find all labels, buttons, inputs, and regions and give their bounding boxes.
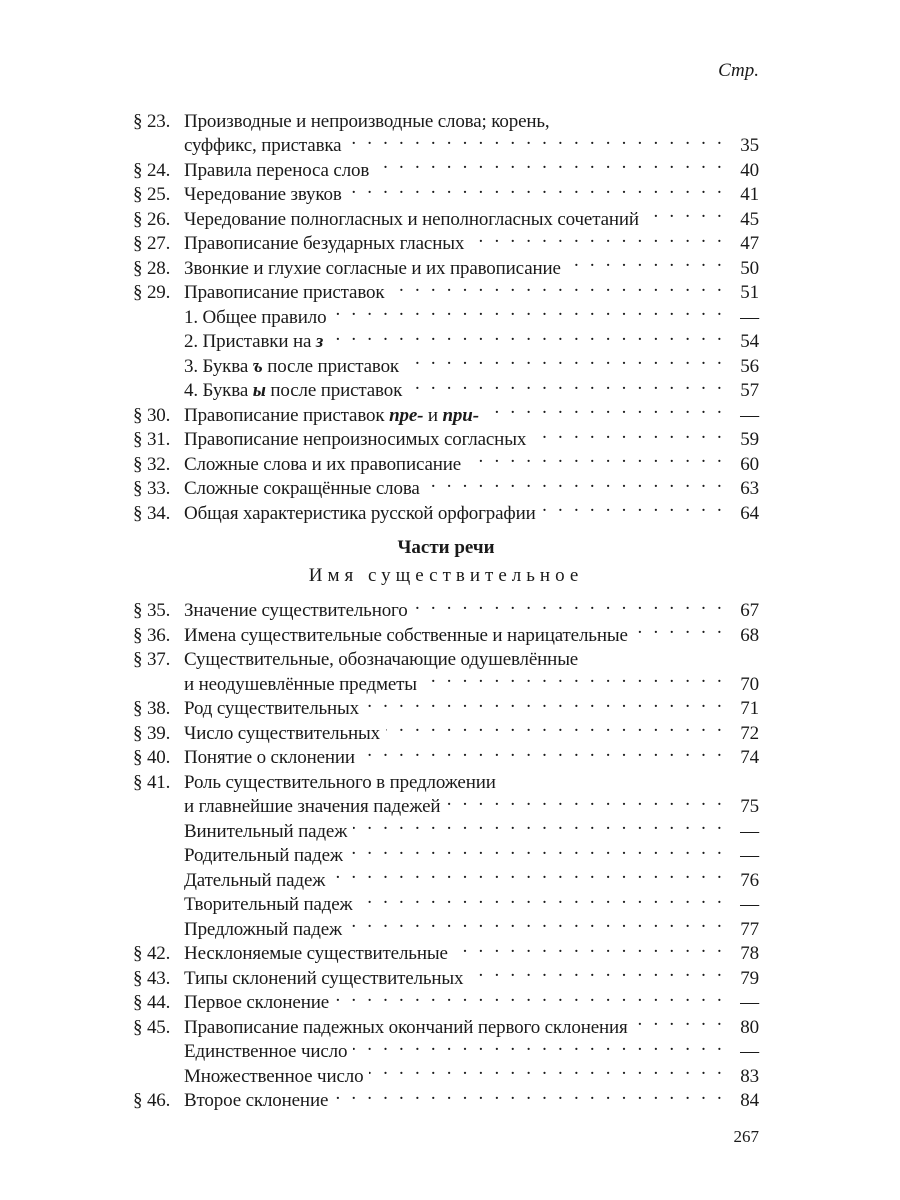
toc-entry-title-text: Значение существительного (184, 600, 408, 621)
toc-entry-title-text: Типы склонений существительных (184, 967, 464, 989)
dot-leader (556, 102, 726, 127)
toc-entry-page: 40 (740, 159, 759, 181)
toc-entry-title-text: Правописание приставок (184, 404, 390, 426)
toc-entry-title-text: после приставок (265, 380, 403, 401)
dot-leader (348, 176, 725, 201)
toc-entry-number: § 34. (133, 502, 171, 524)
toc-entry-number: § 40. (133, 747, 171, 768)
toc-entry (133, 1057, 759, 1087)
toc-entry-title-text: Правописание падежных окончаний первого склонения (184, 1016, 628, 1038)
dot-leader (470, 225, 725, 250)
toc-entry-title-text: Дательный падеж (184, 869, 326, 891)
toc-entry (133, 274, 759, 303)
toc-entry-title-text: Имена существительные собственные и нарицательные (184, 624, 628, 646)
toc-entry-page: 57 (740, 380, 759, 401)
dot-leader (390, 274, 725, 299)
dot-leader (365, 690, 725, 715)
dot-leader (542, 494, 725, 519)
toc-entry (133, 494, 759, 524)
toc-entry-page: 80 (740, 1016, 759, 1038)
dot-leader (532, 421, 725, 446)
toc-entry-page: 76 (740, 869, 759, 891)
toc-entry-page: 78 (740, 943, 759, 964)
toc-entry-title-text: Творительный падеж (184, 894, 353, 915)
toc-part-noun (133, 592, 759, 1111)
toc-entry-page: 70 (740, 673, 759, 695)
dot-leader (454, 935, 725, 960)
toc-entry-title-text: Производные и непроизводные слова; корень, (184, 110, 550, 132)
toc-entry (133, 249, 759, 279)
toc-entry (133, 445, 759, 475)
dot-leader (467, 445, 725, 470)
dot-leader (408, 372, 725, 397)
toc-entry-page: 50 (740, 257, 759, 279)
toc-entry-title-text: 3. Буква (184, 355, 253, 377)
toc-entry-page: — (740, 894, 759, 915)
toc-entry (133, 910, 759, 940)
toc-entry-title-text: Правописание безударных гласных (184, 233, 465, 254)
toc-entry-title-text: Звонкие и глухие согласные и их правописание (184, 257, 561, 279)
toc-entry-title-text: Роль существительного в предложении (184, 771, 496, 793)
dot-leader (369, 1057, 725, 1082)
dot-leader (405, 347, 725, 372)
toc-entry (133, 396, 759, 426)
toc-entry-page: 59 (740, 429, 759, 450)
toc-entry-page: 79 (740, 967, 759, 989)
toc-entry-number: § 31. (133, 429, 171, 450)
toc-entry-title-text: Правописание непроизносимых согласных (184, 429, 527, 450)
toc-entry (133, 837, 759, 866)
toc-entry-title-text: Чередование звуков (184, 184, 342, 205)
dot-leader (361, 739, 725, 764)
toc-entry-page: 75 (740, 796, 759, 817)
book-page (133, 0, 759, 1200)
toc-entry-number: § 42. (133, 943, 171, 964)
toc-entry (133, 739, 759, 768)
toc-entry-title-text: Существительные, обозначающие одушевлённые (184, 649, 579, 670)
toc-entry-number: § 27. (133, 233, 171, 254)
toc-entry-number: § 28. (133, 257, 171, 279)
toc-entry-number: § 32. (133, 453, 171, 475)
toc-entry-number: § 45. (133, 1016, 171, 1038)
toc-entry-emphasis: ы (252, 380, 266, 401)
dot-leader (469, 959, 725, 984)
toc-entry-page: 72 (740, 722, 759, 744)
toc-entry-title-text: Первое склонение (184, 992, 330, 1013)
toc-entry-number: § 33. (133, 478, 171, 499)
toc-entry (133, 665, 759, 695)
dot-leader (375, 151, 725, 176)
toc-entry-title-text: Второе склонение (184, 1090, 329, 1111)
toc-entry-page: — (740, 845, 759, 866)
dot-leader (332, 298, 725, 323)
dot-leader (423, 665, 725, 690)
dot-leader (359, 886, 725, 911)
toc-entry (133, 935, 759, 964)
toc-entry-number: § 30. (133, 404, 171, 426)
toc-entry-title-text: Число существительных (184, 722, 380, 744)
toc-entry-title-text: Род существительных (184, 698, 360, 719)
toc-entry (133, 1082, 759, 1111)
toc-entry-page: 74 (740, 747, 759, 768)
toc-entry-title-text: суффикс, приставка (184, 135, 342, 156)
toc-entry (133, 984, 759, 1013)
toc-entry-page: 71 (740, 698, 759, 719)
toc-entry-title-text: и (423, 404, 443, 426)
toc-entry (133, 714, 759, 744)
dot-leader (347, 127, 725, 152)
toc-entry (133, 690, 759, 719)
toc-entry (133, 225, 759, 254)
toc-entry-emphasis: пре- (389, 404, 424, 426)
dot-leader (348, 910, 725, 935)
toc-entry-title-text: Сложные сокращённые слова (184, 478, 420, 499)
toc-entry-title-text: Правила переноса слов (184, 159, 370, 181)
toc-entry-title-text: Множественное число (184, 1065, 364, 1087)
toc-entry-emphasis: при- (442, 404, 479, 426)
toc-entry-number: § 35. (133, 600, 171, 621)
dot-leader (645, 200, 725, 225)
dot-leader (349, 837, 725, 862)
dot-leader (426, 470, 725, 495)
toc-entry-number: § 26. (133, 208, 171, 230)
toc-entry-number: § 29. (133, 282, 171, 303)
toc-entry-page: 45 (740, 208, 759, 230)
dot-leader (446, 788, 725, 813)
toc-entry-page: 68 (740, 624, 759, 646)
toc-entry (133, 176, 759, 205)
toc-entry (133, 861, 759, 891)
toc-entry-page: — (740, 1041, 759, 1062)
subsection-heading: Имя существительное (308, 564, 584, 586)
dot-leader (414, 592, 725, 617)
toc-entry (133, 102, 759, 132)
dot-leader (386, 714, 725, 739)
toc-entry-title-text: Понятие о склонении (184, 747, 355, 768)
toc-entry-page: — (740, 306, 759, 328)
toc-entry-page: — (740, 820, 759, 842)
toc-entry-emphasis: з (315, 331, 324, 352)
toc-entry-page: 60 (740, 453, 759, 475)
toc-entry-title-text: Несклоняемые существительные (184, 943, 448, 964)
toc-entry-number: § 37. (133, 649, 171, 670)
toc-entry-number: § 41. (133, 771, 171, 793)
toc-entry-page: 56 (740, 355, 759, 377)
toc-entry-title-text: после приставок (262, 355, 400, 377)
toc-entry-number: § 39. (133, 722, 171, 744)
toc-entry-title-text: Сложные слова и их правописание (184, 453, 462, 475)
table-of-contents (133, 102, 759, 1111)
toc-entry (133, 127, 759, 156)
toc-entry (133, 1008, 759, 1038)
section-heading: Части речи (397, 536, 495, 558)
toc-entry (133, 592, 759, 621)
dot-leader (485, 396, 725, 421)
toc-entry (133, 959, 759, 989)
toc-entry-number: § 38. (133, 698, 171, 719)
toc-entry-page: 64 (740, 502, 759, 524)
toc-entry-emphasis: ъ (252, 355, 263, 377)
toc-entry-page: 67 (740, 600, 759, 621)
dot-leader (502, 763, 725, 788)
toc-entry-title-text: Единственное число (184, 1041, 348, 1062)
toc-entry-title-text: Общая характеристика русской орфографии (184, 502, 536, 524)
toc-entry (133, 1033, 759, 1062)
toc-entry-page: 51 (740, 282, 759, 303)
toc-entry-title-text: Правописание приставок (184, 282, 385, 303)
dot-leader (634, 616, 725, 641)
toc-entry-title-text: 4. Буква (184, 380, 253, 401)
page-column-label: Стр. (718, 60, 759, 81)
toc-entry-title-text: Винительный падеж (184, 820, 348, 842)
toc-entry (133, 372, 759, 401)
dot-leader (634, 1008, 725, 1033)
toc-entry-number: § 23. (133, 110, 171, 132)
toc-entry-number: § 44. (133, 992, 171, 1013)
toc-entry (133, 421, 759, 450)
toc-entry-page: 54 (740, 331, 759, 352)
toc-entry (133, 323, 759, 352)
toc-entry-page: 77 (740, 918, 759, 940)
dot-leader (331, 861, 725, 886)
toc-entry-number: § 36. (133, 624, 171, 646)
toc-entry-title-text: Чередование полногласных и неполногласных сочетаний (184, 208, 639, 230)
toc-entry-number: § 24. (133, 159, 171, 181)
dot-leader (353, 1033, 725, 1058)
dot-leader (584, 641, 725, 666)
toc-entry-title-text: 1. Общее правило (184, 306, 327, 328)
toc-entry (133, 347, 759, 377)
toc-entry (133, 812, 759, 842)
toc-entry-number: § 25. (133, 184, 171, 205)
page-number: 267 (733, 1127, 759, 1146)
toc-entry (133, 298, 759, 328)
toc-entry-title (184, 1089, 334, 1114)
toc-entry (133, 151, 759, 181)
toc-entry-page: 63 (740, 478, 759, 499)
toc-entry-title (184, 502, 542, 527)
toc-entry-page: 84 (740, 1090, 759, 1111)
toc-entry (133, 200, 759, 230)
toc-part-spelling (133, 102, 759, 524)
toc-entry-title-text: и неодушевлённые предметы (184, 673, 417, 695)
toc-entry-title-text: Родительный падеж (184, 845, 343, 866)
toc-entry (133, 886, 759, 915)
toc-entry-title-text: и главнейшие значения падежей (184, 796, 441, 817)
toc-entry (133, 470, 759, 499)
toc-entry-page: 83 (740, 1065, 759, 1087)
toc-entry (133, 788, 759, 817)
toc-entry-page: 35 (740, 135, 759, 156)
toc-entry (133, 616, 759, 646)
toc-entry-title-text: 2. Приставки на (184, 331, 316, 352)
toc-entry-page: 47 (740, 233, 759, 254)
dot-leader (329, 323, 725, 348)
toc-entry (133, 763, 759, 793)
toc-entry-number: § 46. (133, 1090, 171, 1111)
dot-leader (567, 249, 725, 274)
toc-entry-title-text: Предложный падеж (184, 918, 342, 940)
toc-entry-number: § 43. (133, 967, 171, 989)
dot-leader (335, 984, 725, 1009)
dot-leader (334, 1082, 725, 1107)
toc-entry-page: 41 (740, 184, 759, 205)
toc-entry-page: — (740, 404, 759, 426)
toc-entry-page: — (740, 992, 759, 1013)
toc-entry (133, 641, 759, 670)
dot-leader (353, 812, 725, 837)
